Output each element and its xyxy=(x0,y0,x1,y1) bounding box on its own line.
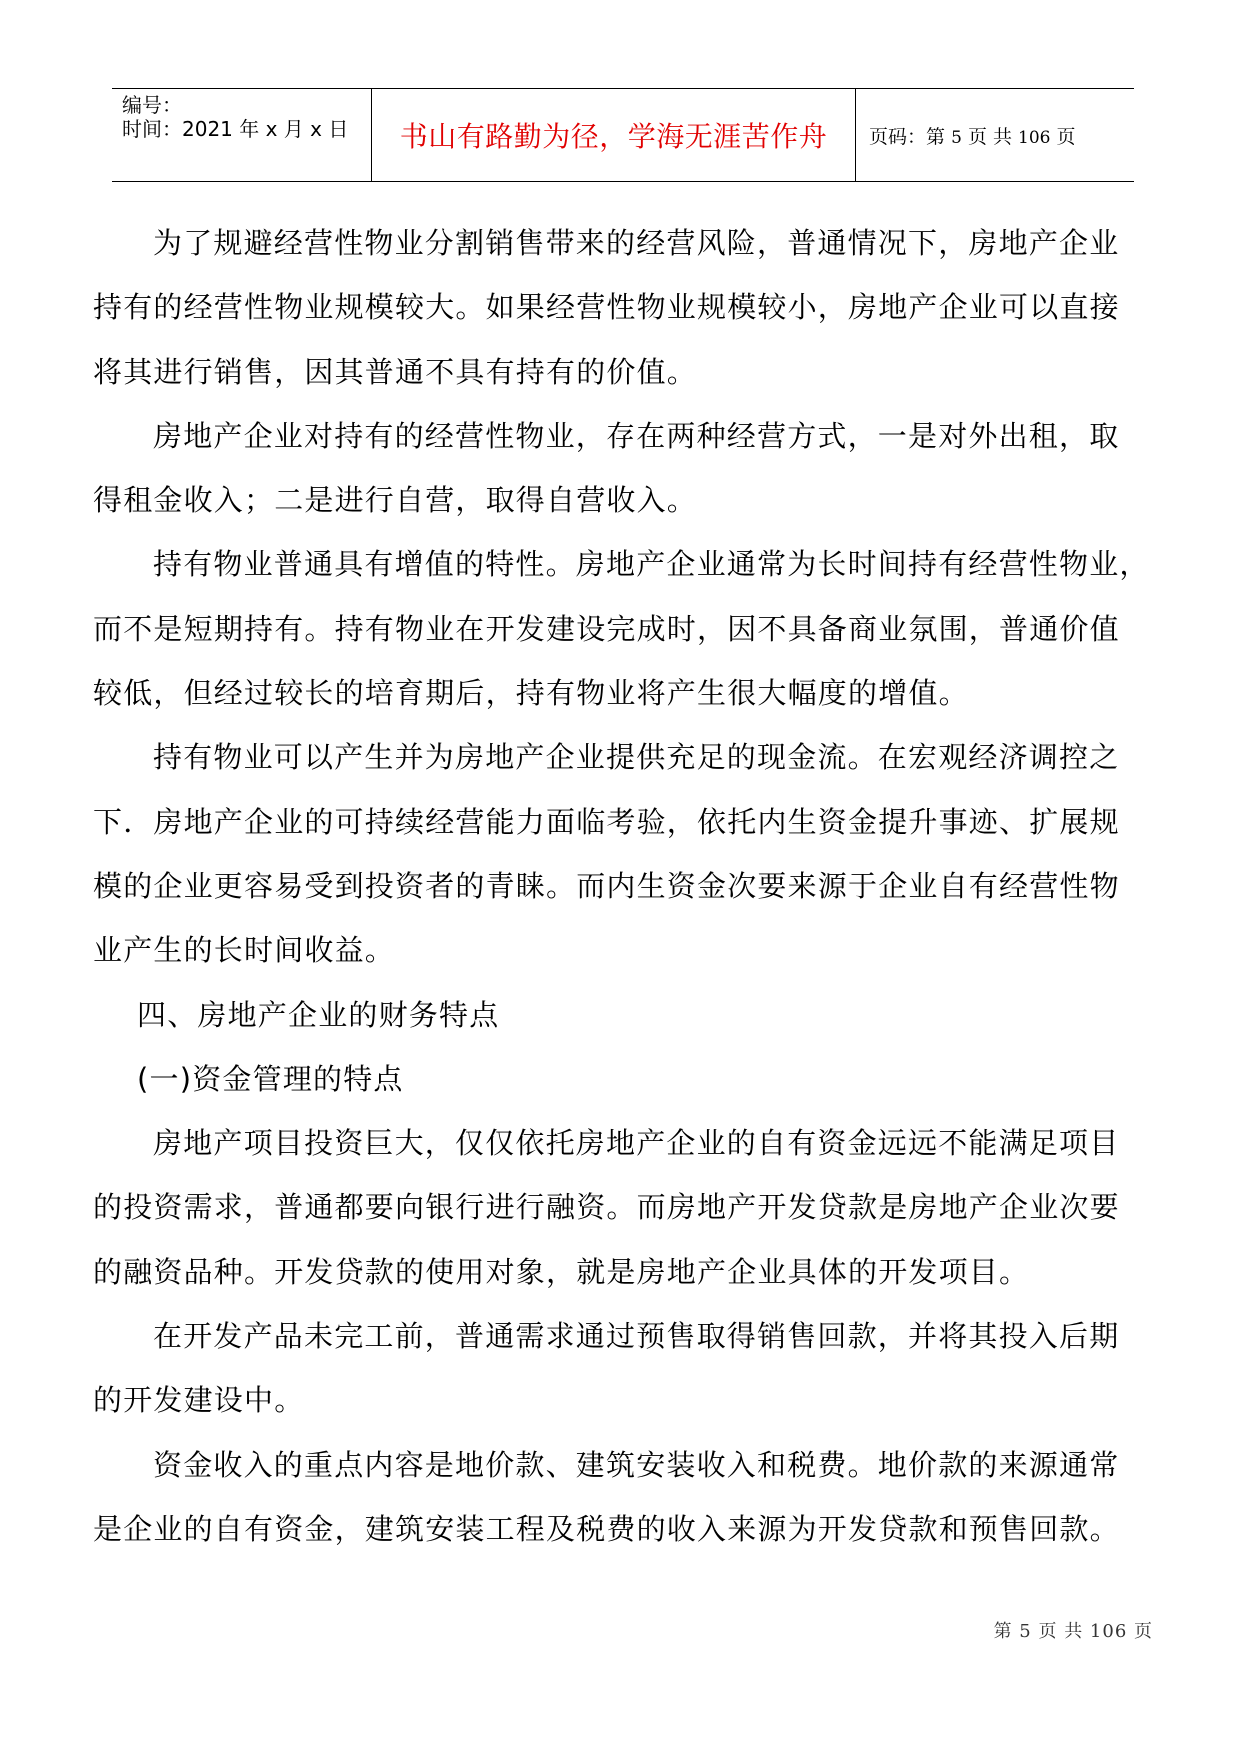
header-info-cell xyxy=(112,89,372,181)
date-label: 时间：2021 年 x 月 x 日 xyxy=(122,117,349,141)
page-mid-label: 页 共 xyxy=(967,125,1012,148)
body-paragraph: 房地产企业对持有的经营性物业，存在两种经营方式，一是对外出租，取 得租金收入；二是进行自营，取得自营收入。 xyxy=(93,418,1120,518)
page-total: 106 xyxy=(1018,127,1051,148)
page-footer: 第 5 页 共 106 页 xyxy=(993,1621,1153,1642)
page-label: 页码：第 xyxy=(869,125,946,148)
section-heading: 四、房地产企业的财务特点 xyxy=(137,997,500,1032)
body-paragraph: 持有物业可以产生并为房地产企业提供充足的现金流。在宏观经济调控之 下．房地产企业的可持续经营能力面临考验，依托内生资金提升事迹、扩展规 模的企业更容易受到投资者的青睐。而内生资金次要来源于企业自有经营性物 业产生的长时间收益。 xyxy=(93,740,1120,968)
header-motto-cell xyxy=(372,89,856,181)
body-paragraph: 为了规避经营性物业分割销售带来的经营风险，普通情况下，房地产企业 持有的经营性物业规模较大。如果经营性物业规模较小，房地产企业可以直接 将其进行销售，因其普通不具有持有的价值。 xyxy=(93,226,1120,389)
subsection-heading: (一)资金管理的特点 xyxy=(137,1061,404,1096)
body-paragraph: 房地产项目投资巨大，仅仅依托房地产企业的自有资金远远不能满足项目 的投资需求，普通都要向银行进行融资。而房地产开发贷款是房地产企业次要 的融资品种。开发贷款的使用对象，就是房地产企业具体的开发项目。 xyxy=(93,1126,1120,1289)
body-paragraph: 在开发产品未完工前，普通需求通过预售取得销售回款，并将其投入后期 的开发建设中。 xyxy=(93,1319,1120,1418)
body-paragraph: 资金收入的重点内容是地价款、建筑安装收入和税费。地价款的来源通常 是企业的自有资金，建筑安装工程及税费的收入来源为开发贷款和预售回款。 xyxy=(93,1447,1120,1546)
header-page-cell xyxy=(857,89,1134,181)
document-body xyxy=(93,211,1155,1561)
page-indicator xyxy=(869,122,1076,149)
page-end-label: 页 xyxy=(1056,125,1076,148)
motto-text: 书山有路勤为径，学海无涯苦作舟 xyxy=(399,120,828,153)
page-header xyxy=(112,88,1134,182)
page-current: 5 xyxy=(951,127,962,148)
body-paragraph: 持有物业普通具有增值的特性。房地产企业通常为长时间持有经营性物业， 而不是短期持有。持有物业在开发建设完成时，因不具备商业氛围，普通价值 较低，但经过较长的培育期后，持有物业将产生很大幅度的增值。 xyxy=(93,547,1150,711)
serial-number-label: 编号： xyxy=(122,93,182,117)
